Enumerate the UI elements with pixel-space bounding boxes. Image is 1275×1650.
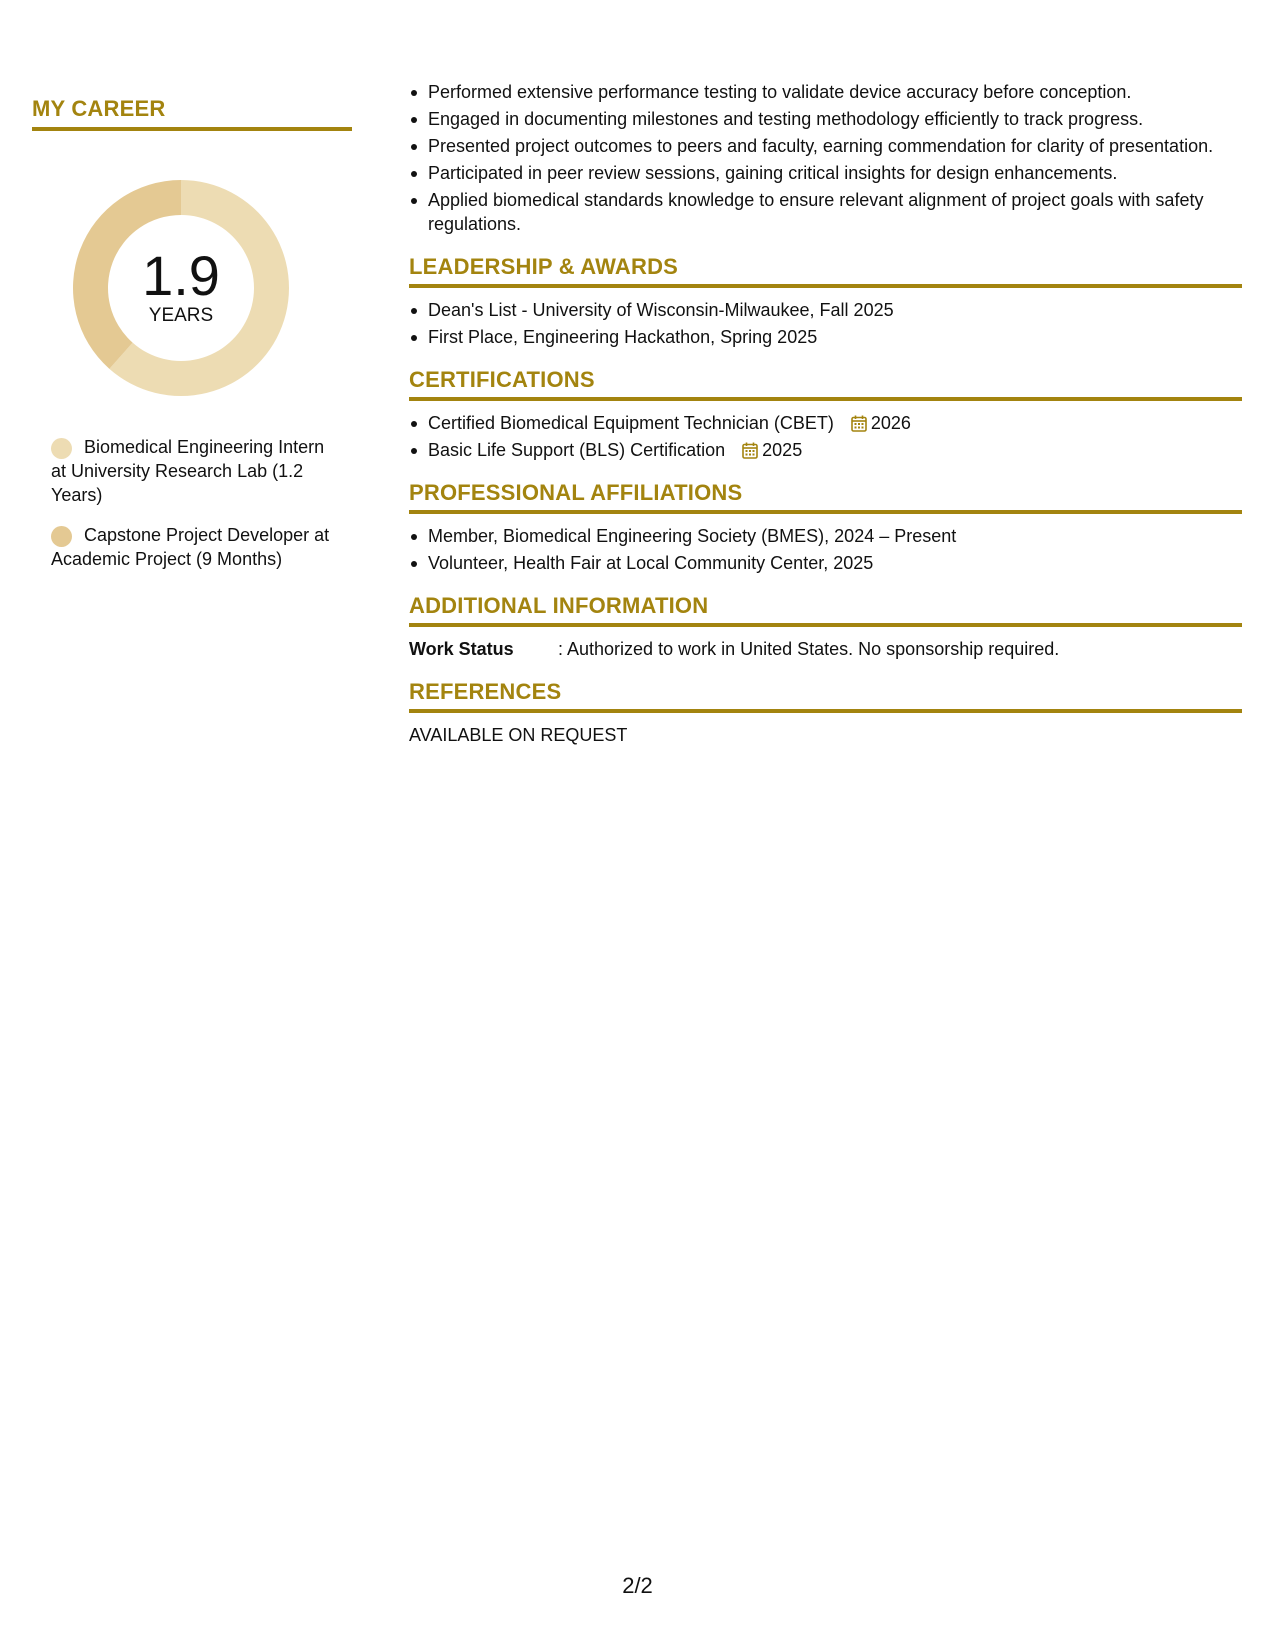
leadership-list <box>409 298 1242 349</box>
career-heading: MY CAREER <box>32 96 352 131</box>
list-item: Member, Biomedical Engineering Society (BMES), 2024 – Present <box>428 524 1242 548</box>
references-text: AVAILABLE ON REQUEST <box>409 725 628 745</box>
list-item: Dean's List - University of Wisconsin-Milwaukee, Fall 2025 <box>428 298 1242 322</box>
legend-dot-icon <box>51 526 72 547</box>
list-item: Engaged in documenting milestones and testing methodology efficiently to track progress. <box>428 107 1242 131</box>
list-item: Participated in peer review sessions, gaining critical insights for design enhancements. <box>428 161 1242 185</box>
references-section <box>409 679 1242 747</box>
legend-dot-icon <box>51 438 72 459</box>
certification-name: Basic Life Support (BLS) Certification <box>428 440 726 460</box>
page-number: 2/2 <box>622 1573 653 1598</box>
work-status-row <box>409 637 1242 661</box>
legend-label: Capstone Project Developer at Academic Project (9 Months) <box>51 525 330 569</box>
certifications-list <box>409 411 1242 462</box>
list-item <box>428 411 1242 435</box>
career-sidebar <box>32 96 352 587</box>
list-item <box>428 438 1242 462</box>
legend-item-internship <box>51 435 336 507</box>
affiliations-section <box>409 480 1242 575</box>
career-total-value: 1.9 <box>142 244 220 307</box>
references-heading: REFERENCES <box>409 679 1242 713</box>
work-status-label: Work Status <box>409 639 514 659</box>
leadership-heading: LEADERSHIP & AWARDS <box>409 254 1242 288</box>
certification-year: 2026 <box>870 413 911 433</box>
calendar-icon <box>742 442 758 459</box>
certifications-section <box>409 367 1242 462</box>
list-item: First Place, Engineering Hackathon, Spring 2025 <box>428 325 1242 349</box>
donut-center-label <box>66 244 296 327</box>
additional-info-heading: ADDITIONAL INFORMATION <box>409 593 1242 627</box>
certification-name: Certified Biomedical Equipment Technician (CBET) <box>428 413 834 433</box>
work-status-value: : Authorized to work in United States. No sponsorship required. <box>558 639 1060 659</box>
certification-year: 2025 <box>762 440 803 460</box>
experience-bullet-list <box>409 80 1242 236</box>
career-total-unit: YEARS <box>148 305 214 326</box>
leadership-section <box>409 254 1242 349</box>
legend-item-capstone <box>51 523 336 571</box>
certifications-heading: CERTIFICATIONS <box>409 367 1242 401</box>
affiliations-list <box>409 524 1242 575</box>
list-item: Performed extensive performance testing to validate device accuracy before conception. <box>428 80 1242 104</box>
calendar-icon <box>851 415 867 432</box>
resume-main <box>409 80 1242 747</box>
career-legend <box>32 435 352 571</box>
list-item: Applied biomedical standards knowledge to ensure relevant alignment of project goals with safety regulations. <box>428 188 1242 236</box>
list-item: Volunteer, Health Fair at Local Community Center, 2025 <box>428 551 1242 575</box>
list-item: Presented project outcomes to peers and faculty, earning commendation for clarity of presentation. <box>428 134 1242 158</box>
legend-label: Biomedical Engineering Intern at University Research Lab (1.2 Years) <box>51 437 325 505</box>
career-donut-chart <box>66 173 296 403</box>
affiliations-heading: PROFESSIONAL AFFILIATIONS <box>409 480 1242 514</box>
additional-info-section <box>409 593 1242 661</box>
